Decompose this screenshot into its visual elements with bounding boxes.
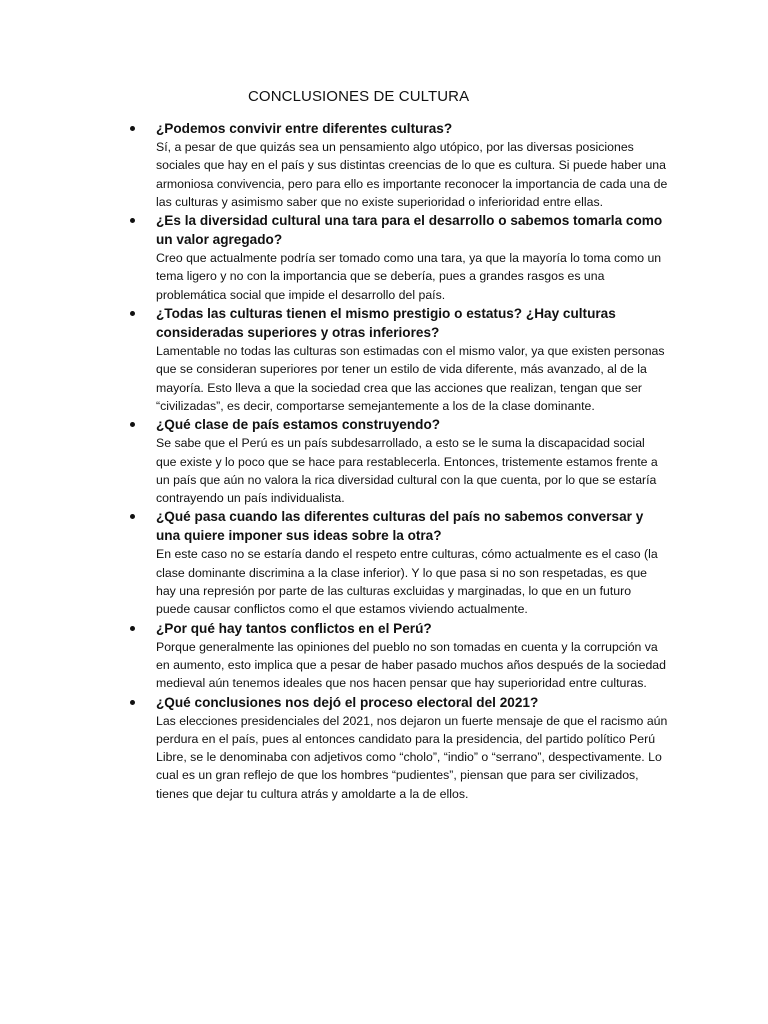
- list-item: [128, 119, 668, 211]
- answer-text: Lamentable no todas las culturas son estimadas con el mismo valor, ya que existen personas que se consideran superiores por tener un estilo de vida diferente, más avanzado, al de la mayoría. Esto lleva a que la sociedad crea que las acciones que realizan, tengan que ser “civilizadas”, es decir, comportarse semejantemente a los de la clase dominante.: [156, 344, 665, 413]
- answer-text: Sí, a pesar de que quizás sea un pensamiento algo utópico, por las diversas posiciones sociales que hay en el país y sus distintas creencias de lo que es cultura. Si puede haber una armoniosa convivencia, pero para ello es importante reconocer la importancia de cada una de las culturas y asimismo saber que no existe superioridad o inferioridad entre ellas.: [156, 140, 668, 209]
- question-text: ¿Qué pasa cuando las diferentes culturas del país no sabemos conversar y una quiere imponer sus ideas sobre la otra?: [156, 509, 644, 544]
- list-item: [128, 507, 668, 618]
- bullet-icon: [130, 700, 135, 705]
- list-item: [128, 693, 668, 803]
- question-text: ¿Todas las culturas tienen el mismo prestigio o estatus? ¿Hay culturas consideradas superiores y otras inferiores?: [156, 306, 616, 341]
- answer-text: Creo que actualmente podría ser tomado como una tara, ya que la mayoría lo toma como un tema ligero y no con la importancia que se debería, pues a grandes rasgos es una problemática social que impide el desarrollo del país.: [156, 251, 662, 302]
- bullet-icon: [130, 514, 135, 519]
- bullet-icon: [130, 126, 135, 131]
- bullet-icon: [130, 422, 135, 427]
- list-item: [128, 304, 668, 415]
- question-text: ¿Podemos convivir entre diferentes culturas?: [156, 121, 453, 136]
- question-text: ¿Por qué hay tantos conflictos en el Perú?: [156, 620, 432, 636]
- qa-list: [128, 119, 668, 803]
- question-text: ¿Es la diversidad cultural una tara para el desarrollo o sabemos tomarla como un valor agregado?: [156, 213, 663, 248]
- bullet-icon: [130, 218, 135, 223]
- answer-text: En este caso no se estaría dando el respeto entre culturas, cómo actualmente es el caso (la clase dominante discrimina a la clase inferior). Y lo que pasa si no son respetadas, es que hay una represión por parte de las culturas excluidas y marginadas, lo que en un futuro puede causar conflictos como el que estamos viviendo actualmente.: [156, 547, 658, 617]
- answer-text: Porque generalmente las opiniones del pueblo no son tomadas en cuenta y la corrupción va en aumento, esto implica que a pesar de haber pasado muchos años después de la sociedad medieval aún tenemos ideales que nos hacen pensar que hay superioridad entre culturas.: [156, 639, 666, 691]
- question-text: ¿Qué conclusiones nos dejó el proceso electoral del 2021?: [156, 694, 539, 710]
- answer-text: Las elecciones presidenciales del 2021, nos dejaron un fuerte mensaje de que el racismo aún perdura en el país, pues al entonces candidato para la presidencia, del partido político Perú Libre, se le denominaba con adjetivos como “cholo”, “indio” o “serrano”, despectivamente. Lo cual es un gran reflejo de que los hombres “pudientes”, piensan que para ser civilizados, tienes que dejar tu cultura atrás y amoldarte a la de ellos.: [156, 713, 668, 801]
- bullet-icon: [130, 626, 135, 631]
- list-item: [128, 619, 668, 693]
- bullet-icon: [130, 311, 135, 316]
- question-text: ¿Qué clase de país estamos construyendo?: [156, 417, 441, 433]
- answer-text: Se sabe que el Perú es un país subdesarrollado, a esto se le suma la discapacidad social que existe y lo poco que se hace para restablecerla. Entonces, tristemente estamos frente a un país que aún no valora la rica diversidad cultural con la que cuenta, por lo que se estaría contrayendo un país individualista.: [156, 436, 658, 506]
- list-item: [128, 415, 668, 507]
- list-item: [128, 211, 668, 304]
- page-title: CONCLUSIONES DE CULTURA: [248, 88, 470, 105]
